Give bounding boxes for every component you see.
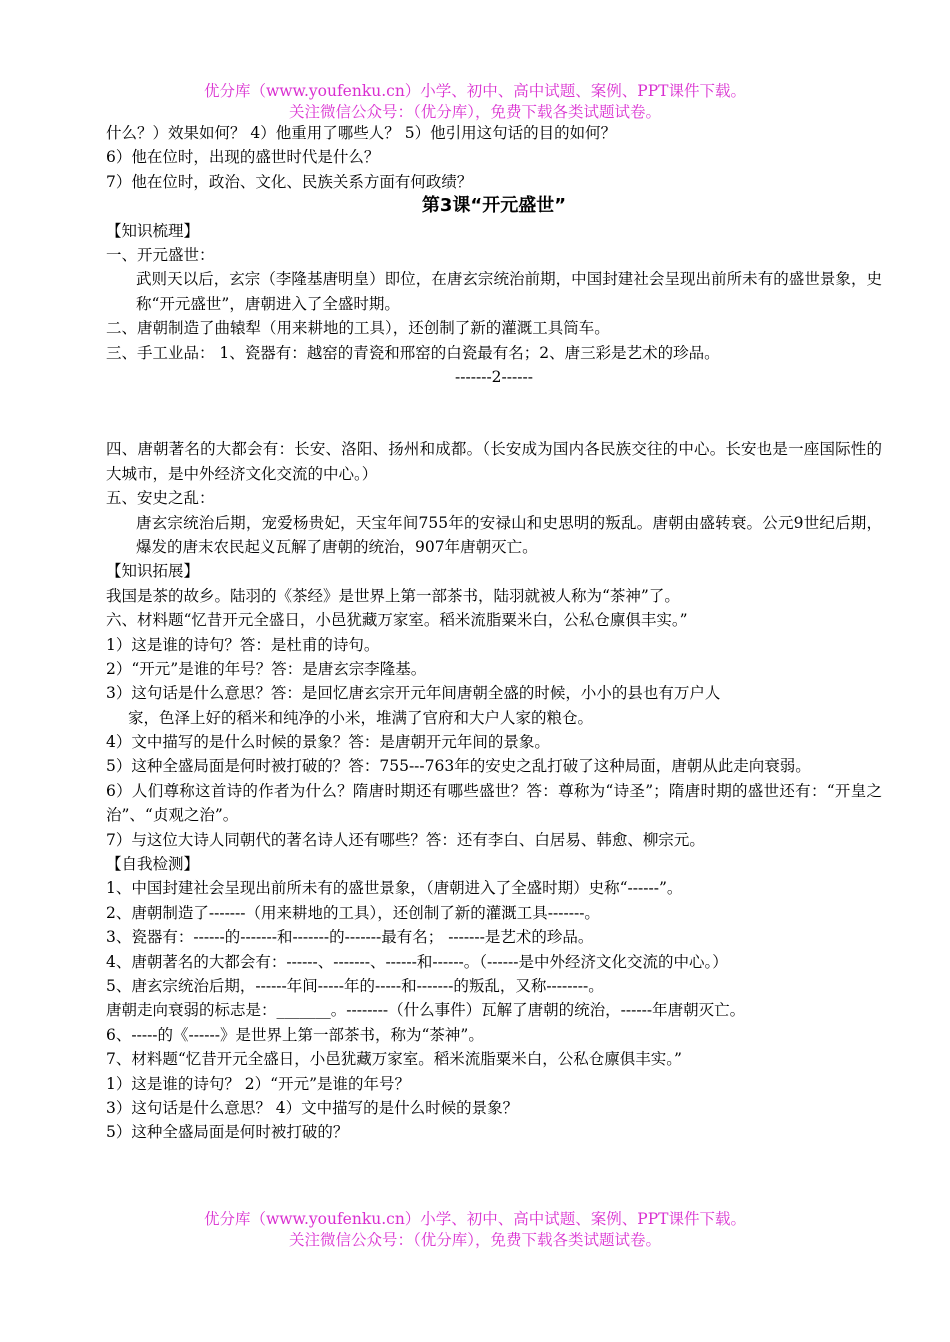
test-line: 5、唐玄宗统治后期，------年间-----年的-----和-------的叛乱，又称--------。 — [106, 977, 604, 996]
header-line-1: 优分库（www.youfenku.cn）小学、初中、高中试题、案例、PPT课件下载。 — [203, 82, 747, 100]
header-banner — [0, 81, 950, 123]
page-break-gap — [106, 389, 882, 437]
qa-line: 1）这是谁的诗句？答：是杜甫的诗句。 — [106, 635, 380, 654]
text-line: 7）他在位时，政治、文化、民族关系方面有何政绩？ — [106, 172, 473, 191]
test-line: 3、瓷器有：------的-------和-------的-------最有名； -------是艺术的珍品。 — [106, 928, 594, 947]
kaiyuan-heading: 一、开元盛世： — [106, 245, 215, 264]
tea-paragraph: 我国是茶的故乡。陆羽的《茶经》是世界上第一部茶书，陆羽就被人称为“茶神”了。 — [106, 586, 680, 605]
section-heading-extend: 【知识拓展】 — [106, 562, 200, 581]
point-5-heading: 五、安史之乱： — [106, 489, 215, 508]
qa-line: 7）与这位大诗人同朝代的著名诗人还有哪些？答：还有李白、白居易、韩愈、柳宗元。 — [106, 830, 705, 849]
section-heading-knowledge: 【知识梳理】 — [106, 221, 200, 240]
text-line: 6）他在位时，出现的盛世时代是什么？ — [106, 148, 380, 167]
document-body — [106, 121, 882, 1145]
footer-line-1: 优分库（www.youfenku.cn）小学、初中、高中试题、案例、PPT课件下载。 — [203, 1210, 747, 1228]
test-line: 4、唐朝著名的大都会有：------、-------、------和------。（------是中外经济文化交流的中心。） — [106, 952, 728, 971]
test-line: 2、唐朝制造了-------（用来耕地的工具），还创制了新的灌溉工具-------。 — [106, 903, 600, 922]
test-line: 6、-----的《------》是世界上第一部茶书，称为“茶神”。 — [106, 1025, 484, 1044]
point-3: 三、手工业品： 1、瓷器有：越窑的青瓷和邢窑的白瓷最有名；2、唐三彩是艺术的珍品。 — [106, 343, 720, 362]
test-line: 5）这种全盛局面是何时被打破的？ — [106, 1123, 349, 1142]
test-line: 1）这是谁的诗句？ 2）“开元”是谁的年号？ — [106, 1074, 410, 1093]
qa-line: 6）人们尊称这首诗的作者为什么？隋唐时期还有哪些盛世？答：尊称为“诗圣”；隋唐时期的盛世还有：“开皇之治”、“贞观之治”。 — [106, 781, 882, 825]
qa-line: 2）“开元”是谁的年号？答：是唐玄宗李隆基。 — [106, 659, 427, 678]
test-line: 7、材料题“忆昔开元全盛日，小邑犹藏万家室。稻米流脂粟米白，公私仓廪俱丰实。” — [106, 1050, 682, 1069]
text-line: 什么？）效果如何？ 4）他重用了哪些人？ 5）他引用这句话的目的如何？ — [106, 124, 617, 142]
test-line: 3）这句话是什么意思？ 4）文中描写的是什么时候的景象？ — [106, 1099, 519, 1118]
qa-line: 5）这种全盛局面是何时被打破的？答：755---763年的安史之乱打破了这种局面，唐朝从此走向衰弱。 — [106, 757, 811, 776]
qa-line: 3）这句话是什么意思？答：是回忆唐玄宗开元年间唐朝全盛的时候，小小的县也有万户人 — [106, 684, 721, 703]
point-5-paragraph: 唐玄宗统治后期，宠爱杨贵妃，天宝年间755年的安禄山和史思明的叛乱。唐朝由盛转衰。公元9世纪后期，爆发的唐末农民起义瓦解了唐朝的统治，907年唐朝灭亡。 — [136, 513, 882, 556]
point-4: 四、唐朝著名的大都会有：长安、洛阳、扬州和成都。（长安成为国内各民族交往的中心。长安也是一座国际性的大城市，是中外经济文化交流的中心。） — [106, 440, 882, 483]
test-line: 唐朝走向衰弱的标志是：_______。--------（什么事件）瓦解了唐朝的统治，------年唐朝灭亡。 — [106, 1001, 746, 1020]
material-question: 六、材料题“忆昔开元全盛日，小邑犹藏万家室。稻米流脂粟米白，公私仓廪俱丰实。” — [106, 611, 688, 630]
footer-banner — [0, 1209, 950, 1251]
lesson-title: 第3课“开元盛世” — [421, 195, 567, 217]
qa-line: 家，色泽上好的稻米和纯净的小米，堆满了官府和大户人家的粮仓。 — [128, 708, 594, 727]
section-heading-selftest: 【自我检测】 — [106, 855, 200, 874]
header-line-2: 关注微信公众号：（优分库），免费下载各类试题试卷。 — [288, 103, 661, 121]
kaiyuan-paragraph: 武则天以后，玄宗（李隆基唐明皇）即位，在唐玄宗统治前期，中国封建社会呈现出前所未有的盛世景象，史称“开元盛世”，唐朝进入了全盛时期。 — [136, 270, 882, 313]
footer-line-2: 关注微信公众号：（优分库），免费下载各类试题试卷。 — [288, 1231, 661, 1249]
test-line: 1、中国封建社会呈现出前所未有的盛世景象，（唐朝进入了全盛时期）史称“------”。 — [106, 879, 683, 898]
point-2: 二、唐朝制造了曲辕犁（用来耕地的工具），还创制了新的灌溉工具筒车。 — [106, 319, 610, 338]
qa-line: 4）文中描写的是什么时候的景象？答：是唐朝开元年间的景象。 — [106, 733, 550, 752]
page-number: -------2------ — [455, 367, 533, 386]
